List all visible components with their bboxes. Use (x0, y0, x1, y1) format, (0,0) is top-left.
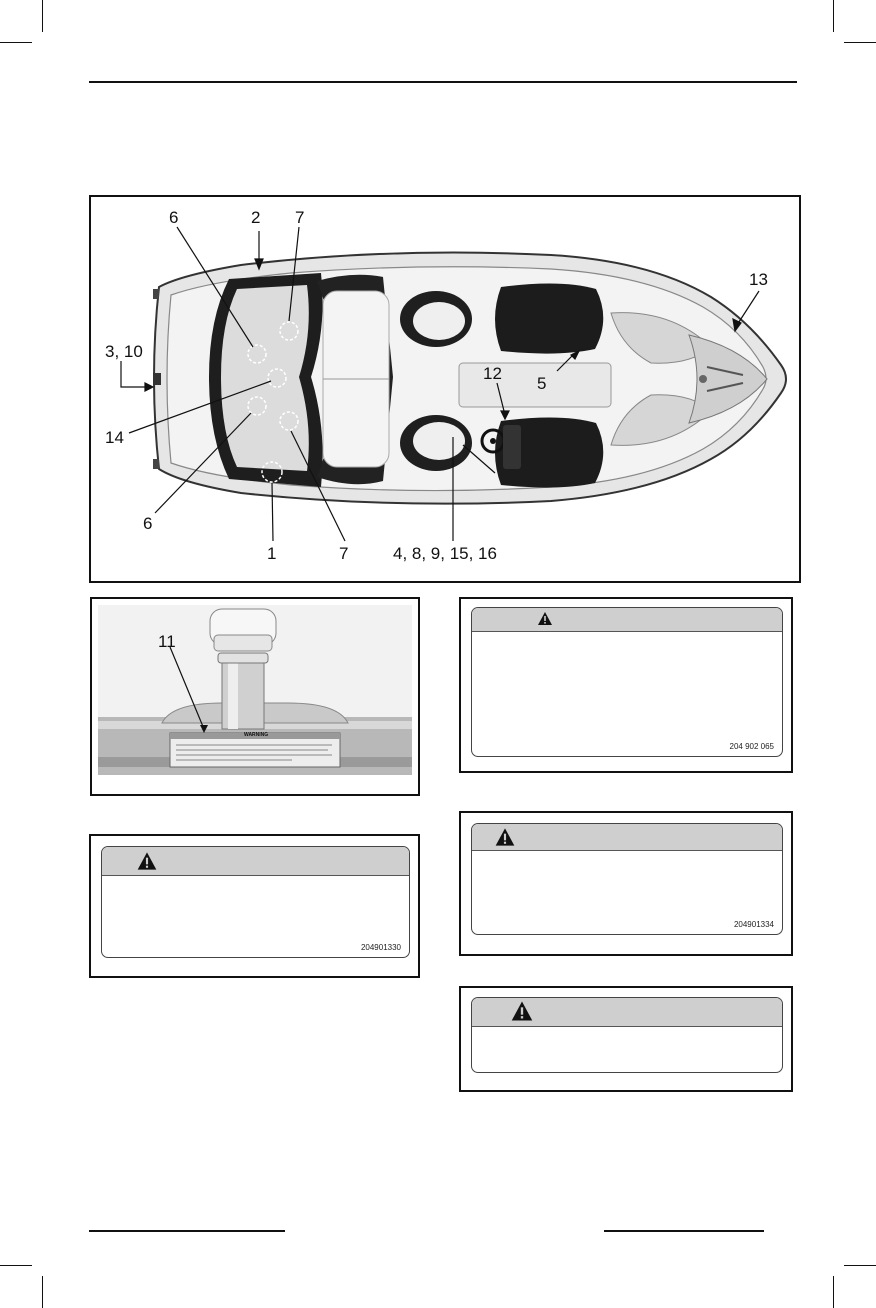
crop-mark (0, 1265, 32, 1266)
crop-mark (0, 42, 32, 43)
driver-seat-cushion (413, 422, 465, 460)
header-rule (89, 81, 797, 83)
callout-13: 13 (749, 270, 768, 289)
callout-2: 2 (251, 208, 261, 227)
callout-7-top: 7 (295, 208, 305, 227)
callout-1: 1 (267, 544, 277, 563)
crop-mark (42, 0, 43, 32)
leader-13 (737, 291, 759, 325)
warning-triangle-icon (510, 1000, 534, 1022)
boat-top-view (91, 197, 799, 581)
callout-4-8-9-15-16: 4, 8, 9, 15, 16 (393, 544, 497, 563)
callout-6-bottom: 6 (143, 514, 153, 533)
warning-triangle-icon (494, 827, 516, 847)
label-a-frame (459, 597, 793, 773)
label-a-card (471, 607, 783, 757)
label-d-header (472, 998, 782, 1027)
boat-diagram-frame (89, 195, 801, 583)
callout-5: 5 (537, 374, 547, 393)
photo-panel-frame (90, 597, 420, 796)
callout-14: 14 (105, 428, 124, 447)
tower-photo (92, 599, 418, 794)
label-c-frame (459, 811, 793, 956)
rear-bench (221, 285, 309, 471)
port-console (495, 283, 603, 353)
crop-mark (844, 1265, 876, 1266)
label-c-card (471, 823, 783, 935)
crop-mark (42, 1276, 43, 1308)
decal-heading: WARNING (244, 732, 269, 738)
label-c-code: 204901334 (733, 920, 774, 929)
label-d-frame (459, 986, 793, 1092)
label-b-header (102, 847, 409, 876)
crop-mark (833, 0, 834, 32)
callout-11: 11 (158, 632, 176, 651)
footer-rule-right (604, 1230, 764, 1232)
label-a-code: 204 902 065 (729, 742, 774, 751)
walkway (459, 363, 611, 407)
label-c-header (472, 824, 782, 851)
callout-7-bottom: 7 (339, 544, 349, 563)
crop-mark (844, 42, 876, 43)
footer-rule-left (89, 1230, 285, 1232)
callout-6-top: 6 (169, 208, 179, 227)
warning-triangle-icon (537, 611, 553, 626)
callout-3-10: 3, 10 (105, 342, 143, 361)
label-b-code: 204901330 (360, 943, 401, 952)
dash-controls (503, 425, 521, 469)
label-b-card (101, 846, 410, 958)
crop-mark (833, 1276, 834, 1308)
warning-triangle-icon (136, 851, 158, 871)
callout-12: 12 (483, 364, 502, 383)
passenger-seat-cushion (413, 302, 465, 340)
label-d-card (471, 997, 783, 1073)
swim-platform (153, 373, 161, 385)
label-b-frame (89, 834, 420, 978)
label-a-header (472, 608, 782, 632)
